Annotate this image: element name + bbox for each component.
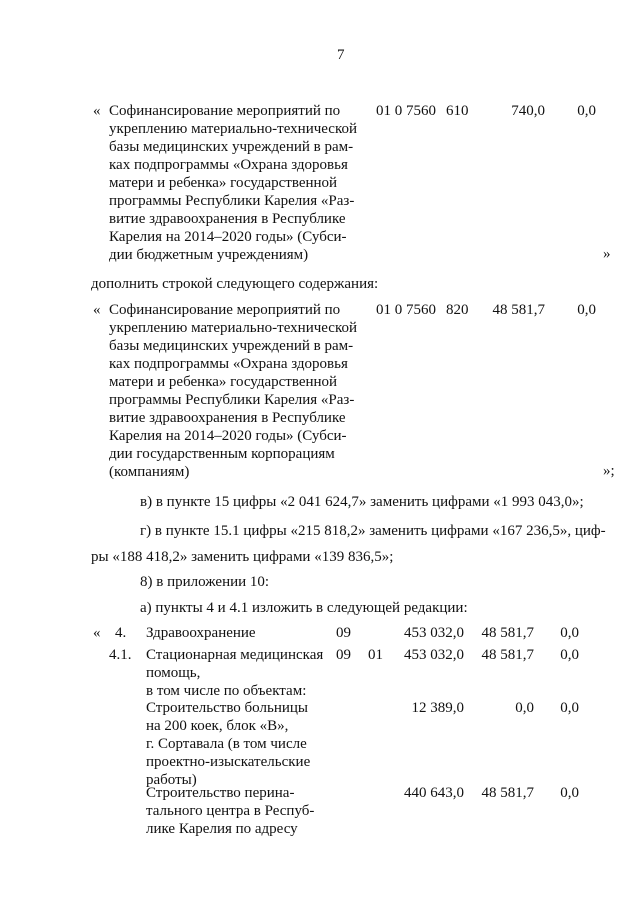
value-1: 440 643,0 — [404, 785, 464, 801]
amount-2: 0,0 — [577, 302, 596, 318]
value-3: 0,0 — [560, 700, 579, 716]
item-number: 4.1. — [109, 647, 132, 663]
expense-type: 820 — [446, 302, 469, 318]
value-2: 48 581,7 — [481, 785, 534, 801]
paragraph-g-line2: ры «188 418,2» заменить цифрами «139 836,5»; — [91, 549, 394, 565]
value-2: 48 581,7 — [481, 625, 534, 641]
value-3: 0,0 — [560, 785, 579, 801]
section-code: 09 — [336, 647, 351, 663]
open-quote: « — [93, 103, 101, 119]
close-quote: »; — [603, 463, 615, 479]
budget-code: 01 0 7560 — [376, 103, 436, 119]
paragraph-g-line1: г) в пункте 15.1 цифры «215 818,2» заменить цифрами «167 236,5», циф- — [140, 523, 606, 539]
paragraph-v: в) в пункте 15 цифры «2 041 624,7» заменить цифрами «1 993 043,0»; — [140, 494, 584, 510]
value-3: 0,0 — [560, 647, 579, 663]
amount-2: 0,0 — [577, 103, 596, 119]
item-number: 4. — [115, 625, 127, 641]
item-name: Строительство больницы на 200 коек, блок «В», г. Сортавала (в том числе проектно-изыскательские работы) — [146, 700, 311, 788]
budget-code: 01 0 7560 — [376, 302, 436, 318]
add-line-text: дополнить строкой следующего содержания: — [91, 276, 379, 292]
item-name: Стационарная медицинская помощь, в том числе по объектам: — [146, 647, 324, 699]
close-quote: » — [603, 246, 611, 262]
page-number: 7 — [337, 47, 345, 63]
value-1: 12 389,0 — [411, 700, 464, 716]
row-description: Софинансирование мероприятий по укреплению материально-технической базы медицинских учреждений в рам- ках подпрограммы «Охрана здоровья матери и ребенка» государственной программы Республики Карелия «Раз- витие здравоохранения в Республике Карелия на 2014–2020 годы» (Субси- дии бюджетным учреждениям) — [109, 103, 358, 263]
amount-1: 740,0 — [511, 103, 545, 119]
item-name: Строительство перина- тального центра в Респуб- лике Карелия по адресу — [146, 785, 315, 837]
value-3: 0,0 — [560, 625, 579, 641]
subsection-code: 01 — [368, 647, 383, 663]
paragraph-a: а) пункты 4 и 4.1 изложить в следующей редакции: — [140, 600, 468, 616]
expense-type: 610 — [446, 103, 469, 119]
amount-1: 48 581,7 — [492, 302, 545, 318]
open-quote: « — [93, 302, 101, 318]
value-2: 0,0 — [515, 700, 534, 716]
open-quote: « — [93, 625, 101, 641]
value-2: 48 581,7 — [481, 647, 534, 663]
item-name: Здравоохранение — [146, 625, 256, 641]
paragraph-8: 8) в приложении 10: — [140, 574, 270, 590]
value-1: 453 032,0 — [404, 625, 464, 641]
value-1: 453 032,0 — [404, 647, 464, 663]
row-description: Софинансирование мероприятий по укреплению материально-технической базы медицинских учреждений в рам- ках подпрограммы «Охрана здоровья матери и ребенка» государственной программы Республики Карелия «Раз- витие здравоохранения в Республике Карелия на 2014–2020 годы» (Субси- дии государственным корпорациям (компаниям) — [109, 302, 358, 480]
section-code: 09 — [336, 625, 351, 641]
